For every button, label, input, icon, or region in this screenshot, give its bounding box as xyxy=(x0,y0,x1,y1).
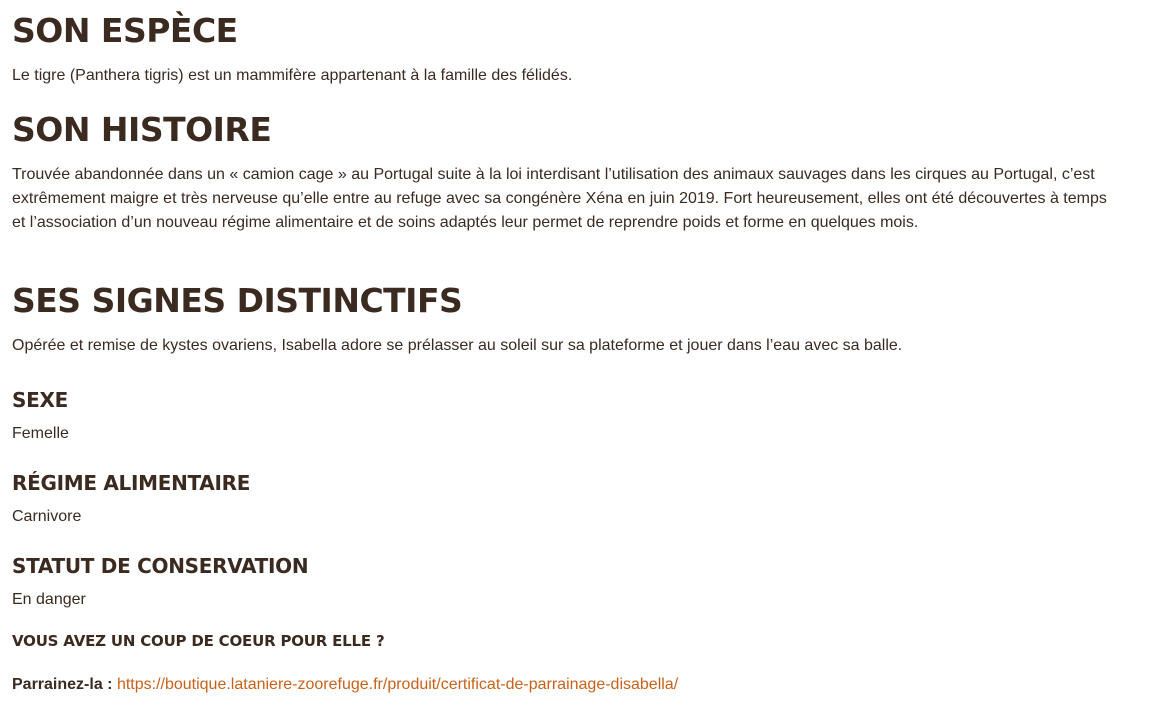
coup-de-coeur-heading: VOUS AVEZ UN COUP DE COEUR POUR ELLE ? xyxy=(12,632,385,650)
statut-value: En danger xyxy=(12,591,86,608)
espece-text: Le tigre (Panthera tigris) est un mammifère appartenant à la famille des félidés. xyxy=(12,67,573,84)
statut-label: STATUT DE CONSERVATION xyxy=(12,554,309,578)
parrainage-label: Parrainez-la : xyxy=(12,676,117,693)
regime-value: Carnivore xyxy=(12,508,82,525)
section-heading-histoire: SON HISTOIRE xyxy=(12,110,272,149)
parrainage-link[interactable]: https://boutique.lataniere-zoorefuge.fr/produit/certificat-de-parrainage-disabella/ xyxy=(116,676,679,693)
histoire-text: Trouvée abandonnée dans un « camion cage » au Portugal suite à la loi interdisant l’utilisation des animaux sauvages dans les cirques au Portugal, c’est extrêmement maigre et très nerveuse qu’elle entre au refuge avec sa congénère Xéna en juin 2019. Fort heureusement, elles ont été découvertes à temps et l’association d’un nouveau régime alimentaire et de soins adaptés leur permet de reprendre poids et forme en quelques mois. xyxy=(12,166,1107,231)
sexe-label: SEXE xyxy=(12,388,68,412)
section-heading-espece: SON ESPÈCE xyxy=(12,11,238,50)
section-heading-signes: SES SIGNES DISTINCTIFS xyxy=(12,281,463,320)
signes-text: Opérée et remise de kystes ovariens, Isabella adore se prélasser au soleil sur sa plateforme et jouer dans l’eau avec sa balle. xyxy=(12,337,903,354)
sexe-value: Femelle xyxy=(12,425,69,442)
parrainage-line xyxy=(12,673,678,697)
regime-label: RÉGIME ALIMENTAIRE xyxy=(12,471,251,495)
